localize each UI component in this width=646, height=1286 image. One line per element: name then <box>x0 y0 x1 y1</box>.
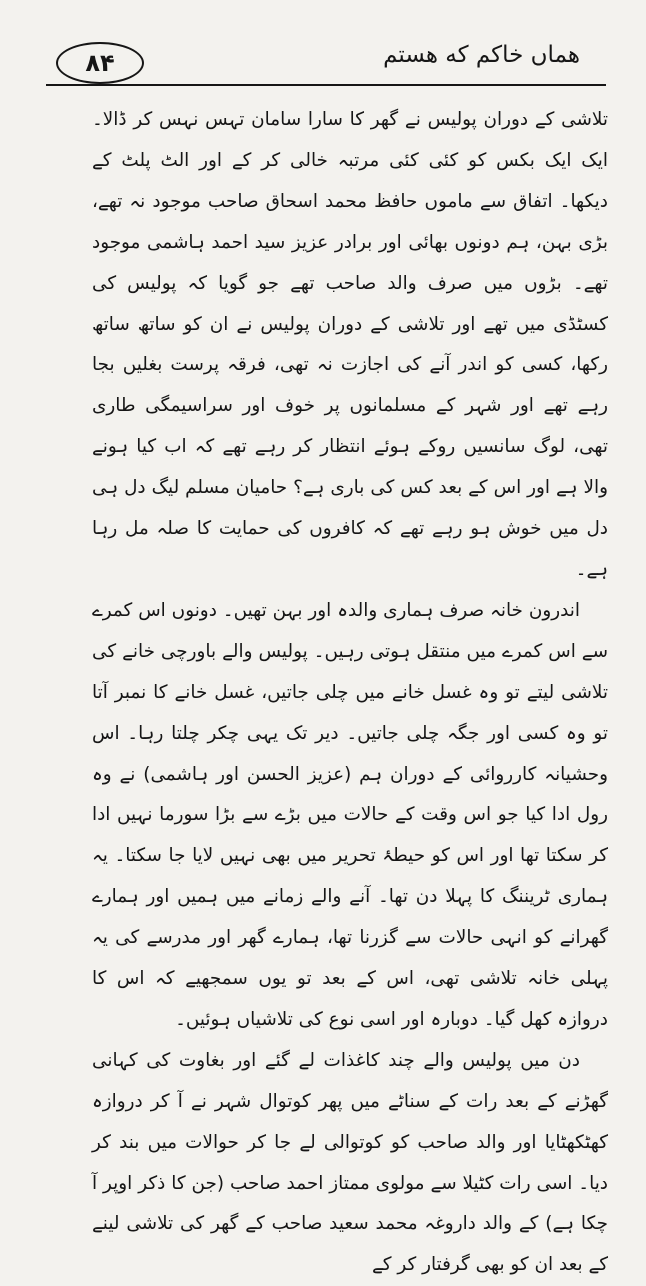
page-number: ۸۴ <box>56 42 144 84</box>
body-text <box>92 100 608 1286</box>
paragraph: دن میں پولیس والے چند کاغذات لے گئے اور بغاوت کی کہانی گھڑنے کے بعد رات کے سناٹے میں پھر کوتوال شہر نے آ کر دروازہ کھٹکھٹایا اور والد صاحب کو کوتوالی لے جا کر حوالات میں بند کر دیا۔ اسی رات کٹیلا سے مولوی ممتاز احمد صاحب (جن کا ذکر اوپر آ چکا ہے) کے والد داروغہ محمد سعید صاحب کے گھر کی تلاشی لینے کے بعد ان کو بھی گرفتار کر کے <box>92 1049 608 1276</box>
header-rule <box>46 84 606 86</box>
paragraph: تلاشی کے دوران پولیس نے گھر کا سارا سامان تہس نہس کر ڈالا۔ ایک ایک بکس کو کئی کئی مرتبہ خالی کر کے اور الٹ پلٹ کے دیکھا۔ اتفاق سے ماموں حافظ محمد اسحاق صاحب موجود نہ تھے، بڑی بہن، ہم دونوں بھائی اور برادر عزیز سید احمد ہاشمی موجود تھے۔ بڑوں میں صرف والد صاحب تھے جو گویا کہ پولیس کی کسٹڈی میں تھے اور تلاشی کے دوران پولیس نے ان کو ساتھ ساتھ رکھا، کسی کو اندر آنے کی اجازت نہ تھی، فرقہ پرست بغلیں بجا رہے تھے اور شہر کے مسلمانوں پر خوف اور سراسیمگی طاری تھی، لوگ سانسیں روکے ہوئے انتظار کر رہے تھے کہ اب کیا ہونے والا ہے اور اس کے بعد کس کی باری ہے؟ حامیان مسلم لیگ دل ہی دل میں خوش ہو رہے تھے کہ کافروں کی حمایت کا صلہ مل رہا ہے۔ <box>92 109 608 580</box>
paragraph: اندرون خانہ صرف ہماری والدہ اور بہن تھیں۔ دونوں اس کمرے سے اس کمرے میں منتقل ہوتی رہیں۔ پولیس والے باورچی خانے کی تلاشی لیتے تو وہ غسل خانے میں چلی جاتیں، غسل خانے کا نمبر آتا تو وہ کسی اور جگہ چلی جاتیں۔ دیر تک یہی چکر چلتا رہا۔ اس وحشیانہ کارروائی کے دوران ہم (عزیز الحسن اور ہاشمی) نے وہ رول ادا کیا جو اس وقت کے حالات میں بڑے سے بڑا سورما نہیں ادا کر سکتا تھا اور اس کو حیطۂ تحریر میں بھی نہیں لایا جا سکتا۔ یہ ہماری ٹریننگ کا پہلا دن تھا۔ آنے والے زمانے میں ہمیں اور ہمارے گھرانے کو انہی حالات سے گزرنا تھا، ہمارے گھر اور مدرسے کی یہ پہلی خانہ تلاشی تھی، اس کے بعد تو یوں سمجھیے کہ اس کا دروازہ کھل گیا۔ دوبارہ اور اسی نوع کی تلاشیاں ہوئیں۔ <box>92 599 608 1030</box>
running-title: هماں خاکم که هستم <box>383 42 580 68</box>
page-header <box>48 38 616 88</box>
